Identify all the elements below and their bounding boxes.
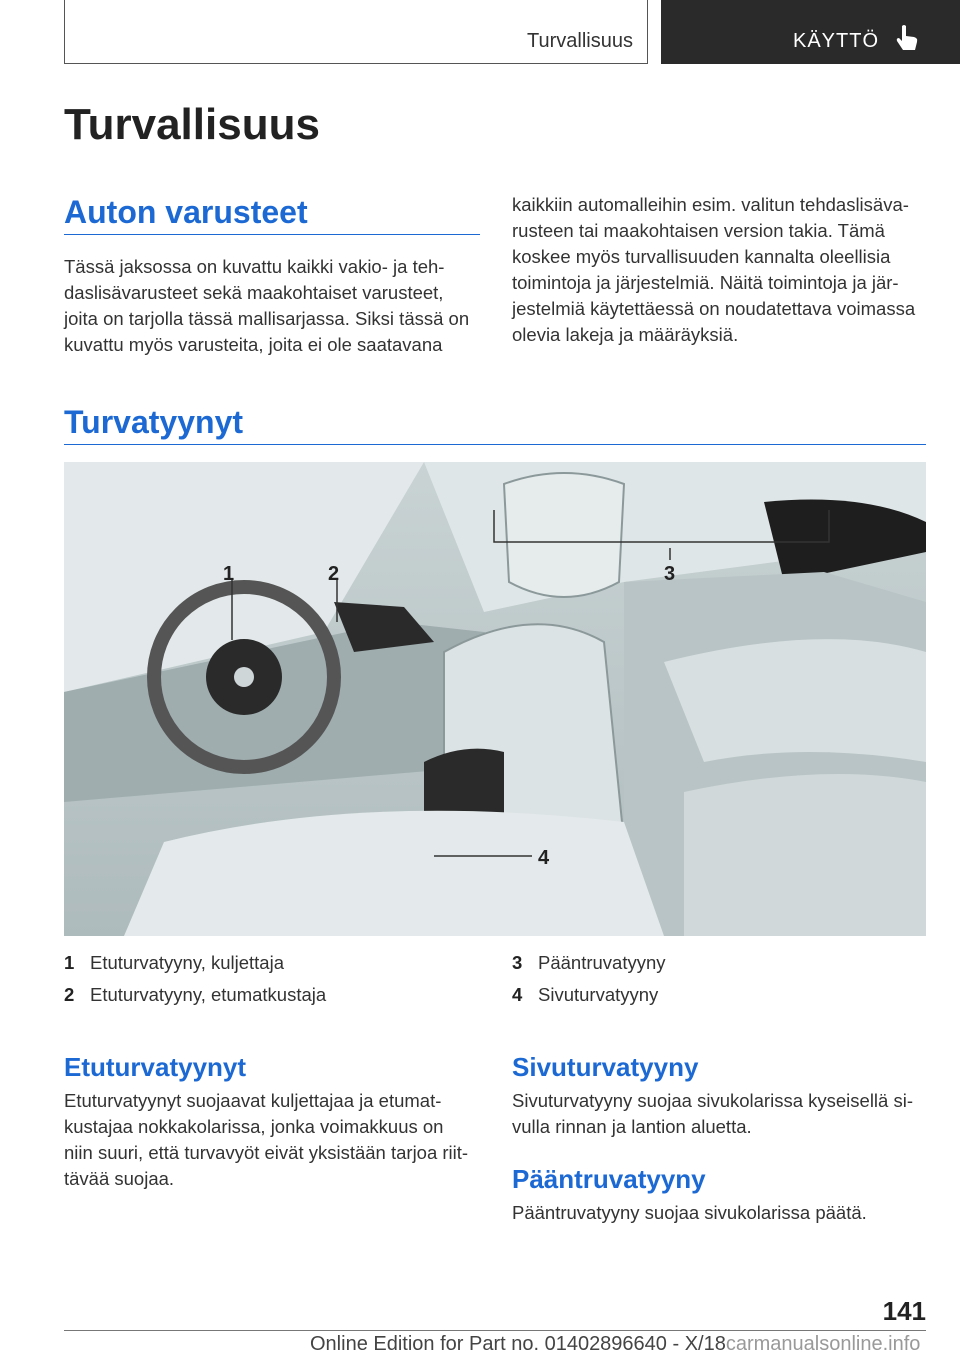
legend-text: Sivuturvatyyny xyxy=(538,984,659,1005)
legend-number: 2 xyxy=(64,984,75,1005)
legend-text: Etuturvatyyny, kuljettaja xyxy=(90,952,284,973)
heading-head-airbag: Pääntruvatyyny xyxy=(512,1164,706,1194)
text-line: rusteen tai maakohtaisen version takia. Tämä xyxy=(512,220,885,241)
figure-label-3: 3 xyxy=(664,563,676,585)
section-rule xyxy=(64,234,480,235)
legend-text: Etuturvatyyny, etumatkustaja xyxy=(90,984,327,1005)
legend-text: Pääntruvatyyny xyxy=(538,952,666,973)
legend-number: 1 xyxy=(64,952,75,973)
figure-label-1: 1 xyxy=(223,563,235,585)
front-airbags-text xyxy=(64,1088,480,1192)
figure-label-2: 2 xyxy=(328,563,340,585)
text-line: kuvattu myös varusteita, joita ei ole saatavana xyxy=(64,334,443,355)
text-line: daslisävarusteet sekä maakohtaiset varusteet, xyxy=(64,282,444,303)
legend-item xyxy=(512,984,658,1006)
legend-item xyxy=(512,952,666,974)
legend-item xyxy=(64,984,326,1006)
text-line: toimintoja ja järjestelmiä. Näitä toimintoja ja jär- xyxy=(512,272,899,293)
text-line: kaikkiin automalleihin esim. valitun tehdaslisäva- xyxy=(512,194,909,215)
heading-front-airbags: Etuturvatyynyt xyxy=(64,1052,247,1082)
pointing-hand-icon xyxy=(895,24,919,52)
section-heading-airbags: Turvatyynyt xyxy=(64,404,244,440)
text-line: joita on tarjolla tässä mallisarjassa. Siksi tässä on xyxy=(64,308,470,329)
page-number: 141 xyxy=(882,1296,926,1326)
text-line: jestelmiä käytettäessä on noudatettava voimassa xyxy=(512,298,916,319)
text-line: tävää suojaa. xyxy=(64,1168,175,1189)
head-airbag-text xyxy=(512,1200,926,1226)
text-line: Etuturvatyynyt suojaavat kuljettajaa ja etumat- xyxy=(64,1090,442,1111)
text-line: Sivuturvatyyny suojaa sivukolarissa kyseisellä si- xyxy=(512,1090,913,1111)
equipment-text-left xyxy=(64,254,480,358)
page-title: Turvallisuus xyxy=(64,100,320,149)
text-line: vulla rinnan ja lantion aluetta. xyxy=(512,1116,752,1137)
header-section-label: Turvallisuus xyxy=(527,30,633,52)
heading-side-airbag: Sivuturvatyyny xyxy=(512,1052,699,1082)
car-interior-illustration xyxy=(64,462,926,936)
header-section-tab xyxy=(64,0,648,64)
text-line: kustajaa nokkakolarissa, jonka voimakkuus on xyxy=(64,1116,444,1137)
text-line: olevia lakeja ja määräyksiä. xyxy=(512,324,739,345)
header-chapter-tab xyxy=(661,0,960,64)
legend-item xyxy=(64,952,284,974)
side-airbag-text xyxy=(512,1088,926,1140)
footer-rule xyxy=(64,1330,926,1331)
text-line: koskee myös turvallisuuden kannalta oleellisia xyxy=(512,246,891,267)
legend-number: 3 xyxy=(512,952,523,973)
section-rule xyxy=(64,444,926,445)
legend-number: 4 xyxy=(512,984,523,1005)
header-chapter-label: KÄYTTÖ xyxy=(793,30,880,52)
text-line: niin suuri, että turvavyöt eivät yksistään tarjoa riit- xyxy=(64,1142,469,1163)
equipment-text-right xyxy=(512,192,926,348)
footer-edition xyxy=(310,1333,920,1356)
footer-edition-text: Online Edition for Part no. 01402896640 - X/18 xyxy=(310,1333,726,1355)
watermark-text: carmanualsonline.info xyxy=(725,1333,921,1355)
figure-label-4: 4 xyxy=(538,847,550,869)
text-line: Pääntruvatyyny suojaa sivukolarissa päätä. xyxy=(512,1202,867,1223)
text-line: Tässä jaksossa on kuvattu kaikki vakio- ja teh- xyxy=(64,256,445,277)
section-heading-equipment: Auton varusteet xyxy=(64,194,308,230)
